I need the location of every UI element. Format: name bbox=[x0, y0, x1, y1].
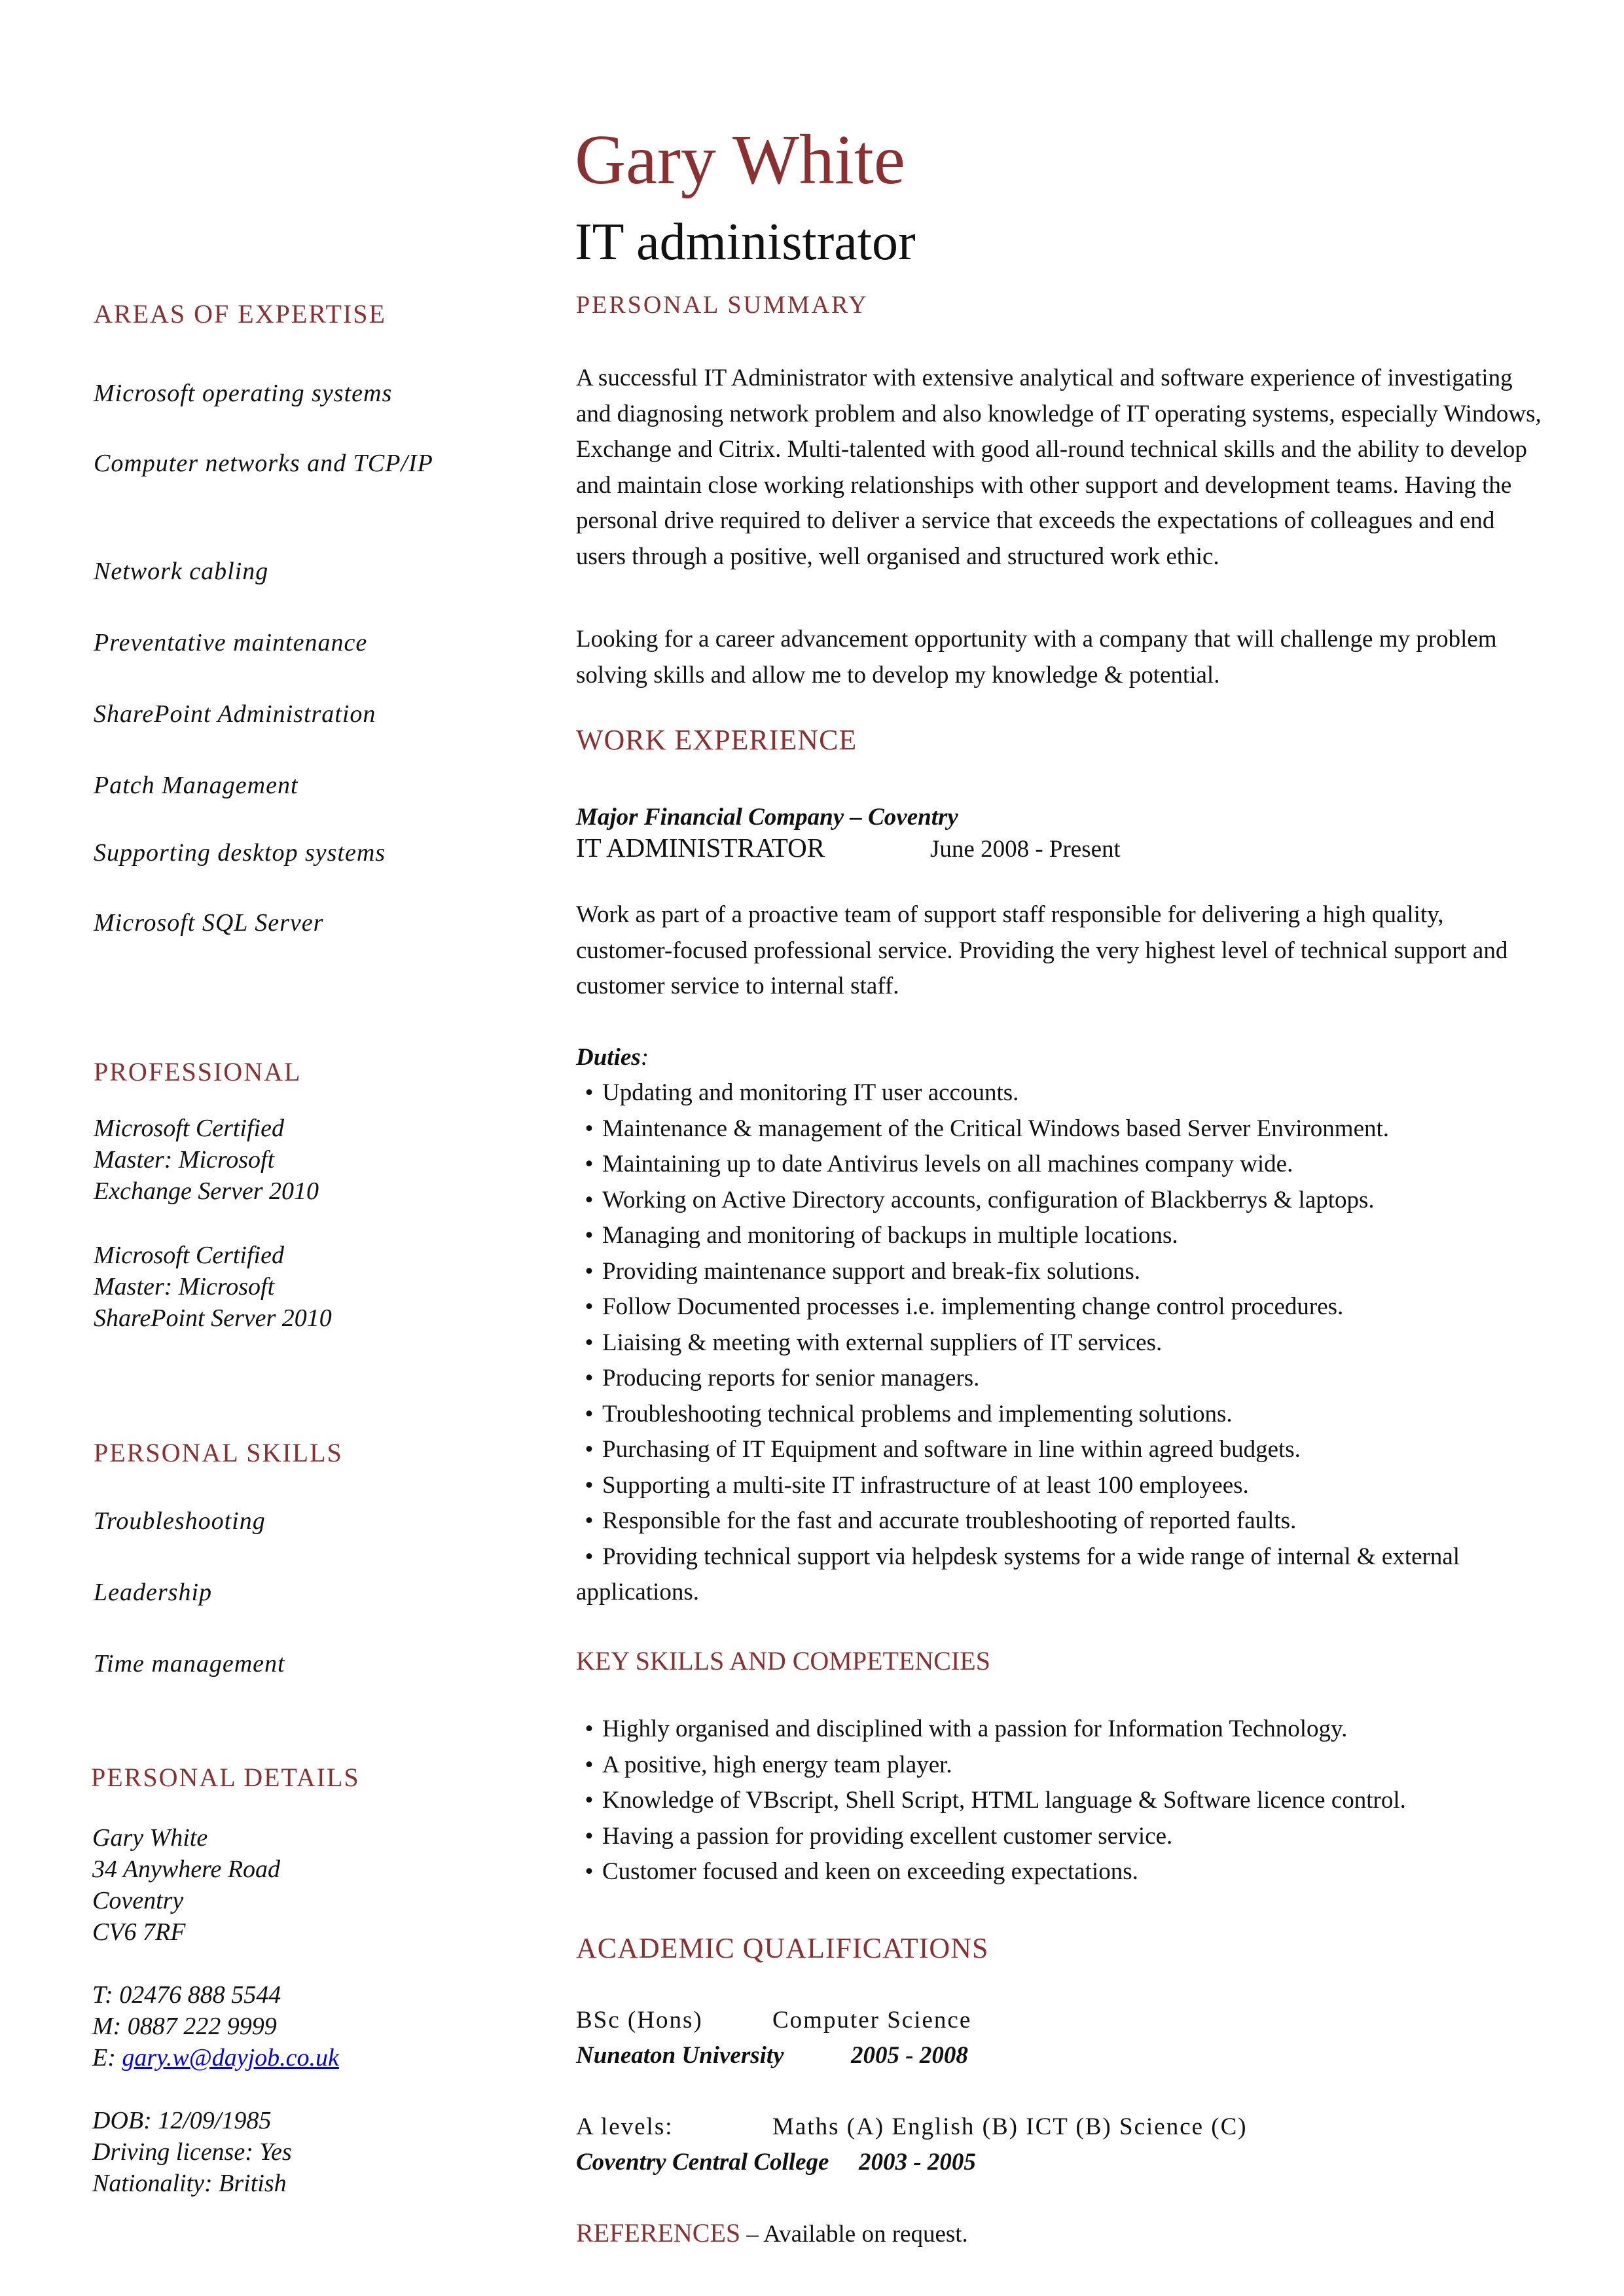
email-link[interactable]: gary.w@dayjob.co.uk bbox=[122, 2044, 339, 2072]
expertise-item: Preventative maintenance bbox=[94, 629, 368, 656]
duty-item: • Managing and monitoring of backups in multiple locations. bbox=[576, 1218, 1558, 1254]
expertise-item: Patch Management bbox=[94, 772, 298, 799]
alevels-label: A levels: bbox=[576, 2113, 674, 2140]
alevels-line bbox=[576, 2109, 1545, 2145]
date-of-birth: DOB: 12/09/1985 bbox=[92, 2107, 272, 2134]
certification: Microsoft Certified Master: Microsoft SharePoint Server 2010 bbox=[94, 1242, 332, 1332]
duty-item: • Purchasing of IT Equipment and software in line within agreed budgets. bbox=[576, 1432, 1558, 1468]
expertise-item: Network cabling bbox=[94, 558, 269, 585]
email-label: E: bbox=[92, 2044, 122, 2072]
college-line bbox=[576, 2145, 1545, 2181]
duty-item: • Follow Documented processes i.e. implementing change control procedures. bbox=[576, 1289, 1558, 1325]
expertise-item: Computer networks and TCP/IP bbox=[94, 450, 433, 477]
expertise-item: SharePoint Administration bbox=[94, 700, 376, 728]
key-skills-heading: KEY SKILLS AND COMPETENCIES bbox=[576, 1646, 990, 1676]
key-skill-item: • Highly organised and disciplined with a passion for Information Technology. bbox=[576, 1712, 1558, 1748]
duty-item: • Providing technical support via helpdesk systems for a wide range of internal & external applications. bbox=[576, 1539, 1558, 1611]
university-dates: 2005 - 2008 bbox=[851, 2042, 968, 2069]
skill-item: Troubleshooting bbox=[94, 1507, 266, 1535]
certification: Microsoft Certified Master: Microsoft Exchange Server 2010 bbox=[94, 1115, 319, 1205]
university-name: Nuneaton University bbox=[576, 2042, 784, 2069]
summary-heading: PERSONAL SUMMARY bbox=[576, 291, 869, 319]
duties-label: Duties: bbox=[576, 1044, 649, 1071]
academic-heading: ACADEMIC QUALIFICATIONS bbox=[576, 1932, 989, 1964]
university-line bbox=[576, 2038, 1545, 2074]
driving-license: Driving license: Yes bbox=[92, 2138, 292, 2166]
expertise-item: Supporting desktop systems bbox=[94, 839, 386, 867]
expertise-item: Microsoft operating systems bbox=[94, 380, 393, 407]
duty-item: • Updating and monitoring IT user accounts. bbox=[576, 1075, 1558, 1111]
key-skill-item: • Customer focused and keen on exceeding expectations. bbox=[576, 1854, 1558, 1890]
references-text: – Available on request. bbox=[740, 2221, 968, 2248]
work-experience-heading: WORK EXPERIENCE bbox=[576, 724, 857, 756]
skill-item: Leadership bbox=[94, 1579, 212, 1606]
key-skill-item: • Knowledge of VBscript, Shell Script, HTML language & Software licence control. bbox=[576, 1783, 1558, 1819]
key-skill-item: • A positive, high energy team player. bbox=[576, 1748, 1558, 1784]
skill-item: Time management bbox=[94, 1650, 285, 1677]
job-dates: June 2008 - Present bbox=[930, 836, 1121, 863]
expertise-heading: AREAS OF EXPERTISE bbox=[94, 299, 386, 329]
duty-item: • Maintenance & management of the Critical Windows based Server Environment. bbox=[576, 1111, 1558, 1147]
duty-item: • Providing maintenance support and break-fix solutions. bbox=[576, 1254, 1558, 1290]
email-line bbox=[92, 2042, 459, 2073]
duty-item: • Maintaining up to date Antivirus levels on all machines company wide. bbox=[576, 1147, 1558, 1183]
duty-item: • Liaising & meeting with external suppliers of IT services. bbox=[576, 1325, 1558, 1361]
duty-item: • Troubleshooting technical problems and implementing solutions. bbox=[576, 1397, 1558, 1433]
personal-details-heading: PERSONAL DETAILS bbox=[91, 1763, 360, 1792]
duties-list bbox=[576, 1075, 1558, 1611]
summary-paragraph: Looking for a career advancement opportunity with a company that will challenge my problem solving skills and allow me to develop my knowledge & potential. bbox=[576, 626, 1497, 689]
key-skill-item: • Having a passion for providing excellent customer service. bbox=[576, 1819, 1558, 1855]
job-description: Work as part of a proactive team of support staff responsible for delivering a high quality, customer-focused professional service. Providing the very highest level of technical support and customer service to internal staff. bbox=[576, 901, 1508, 999]
mobile: M: 0887 222 9999 bbox=[92, 2013, 277, 2040]
summary-paragraph: A successful IT Administrator with extensive analytical and software experience of investigating and diagnosing network problem and also knowledge of IT operating systems, especially Windows, Exchange and Citrix. Multi-talented with good all-round technical skills and the ability to develop and maintain close working relationships with other support and development teams. Having the personal drive required to deliver a service that exceeds the expectations of colleagues and end users through a positive, well organised and structured work ethic. bbox=[576, 365, 1542, 570]
college-name: Coventry Central College bbox=[576, 2149, 829, 2176]
candidate-name: Gary White bbox=[575, 121, 905, 199]
degree-line bbox=[576, 2003, 1545, 2039]
expertise-item: Microsoft SQL Server bbox=[94, 909, 324, 937]
duty-item: • Supporting a multi-site IT infrastructure of at least 100 employees. bbox=[576, 1468, 1558, 1504]
degree-level: BSc (Hons) bbox=[576, 2007, 703, 2034]
alevels-subjects: Maths (A) English (B) ICT (B) Science (C) bbox=[772, 2113, 1248, 2140]
job-line bbox=[576, 830, 1545, 868]
duty-item: • Responsible for the fast and accurate troubleshooting of reported faults. bbox=[576, 1503, 1558, 1539]
duty-item: • Producing reports for senior managers. bbox=[576, 1361, 1558, 1397]
references-line bbox=[576, 2215, 1545, 2253]
duty-item: • Working on Active Directory accounts, configuration of Blackberrys & laptops. bbox=[576, 1183, 1558, 1219]
phone: T: 02476 888 5544 bbox=[92, 1981, 281, 2009]
professional-heading: PROFESSIONAL bbox=[94, 1057, 302, 1086]
college-dates: 2003 - 2005 bbox=[859, 2149, 976, 2176]
address: Gary White 34 Anywhere Road Coventry CV6 7RF bbox=[92, 1824, 281, 1946]
job-position: IT ADMINISTRATOR bbox=[576, 833, 825, 863]
company-name: Major Financial Company – Coventry bbox=[576, 804, 958, 831]
key-skills-list bbox=[576, 1712, 1558, 1890]
degree-subject: Computer Science bbox=[772, 2007, 972, 2034]
job-title: IT administrator bbox=[575, 213, 916, 271]
nationality: Nationality: British bbox=[92, 2170, 287, 2197]
references-heading: REFERENCES bbox=[576, 2218, 741, 2248]
personal-skills-heading: PERSONAL SKILLS bbox=[94, 1438, 343, 1467]
